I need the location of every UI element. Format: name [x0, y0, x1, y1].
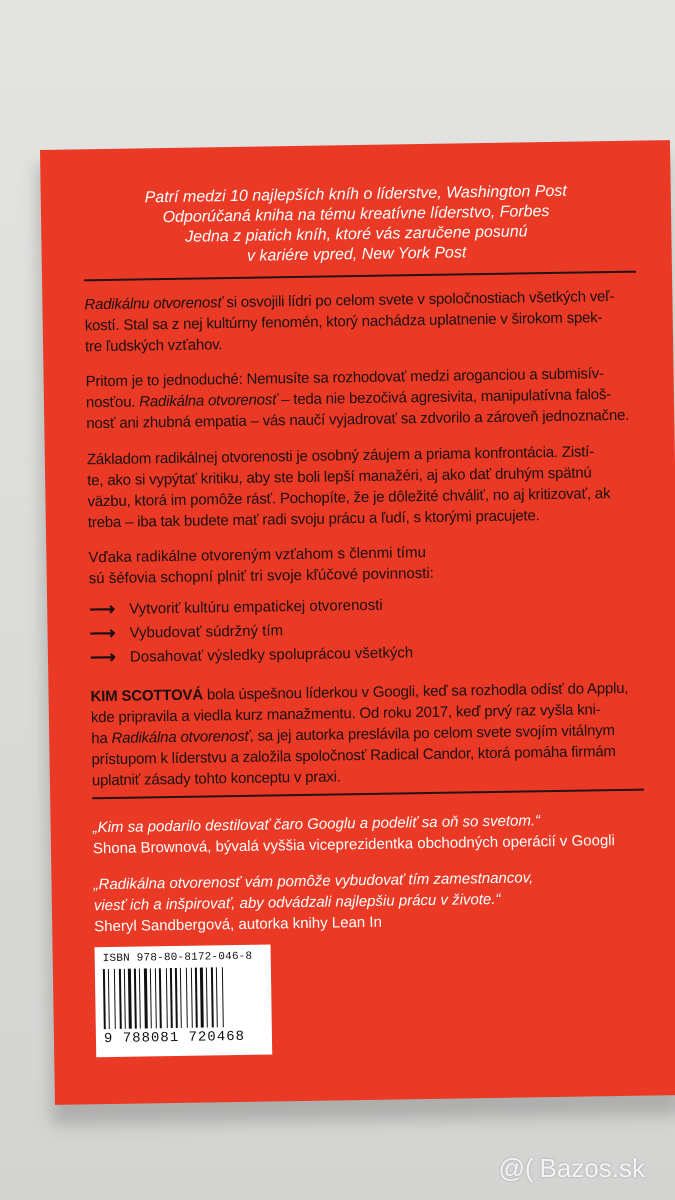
arrow-right-icon: ⟶ — [89, 622, 116, 643]
arrow-right-icon: ⟶ — [89, 598, 116, 619]
paragraph-basis: Základom radikálnej otvorenosti je osobný záujem a priama konfrontácia. Zistí- te, ako si vypýtať kritiku, aby ste boli lepší manažéri, aj ako dať druhým spätnú väzbu, ktorá im pomôže rásť. Pochopíte, že je dôležité chváliť, no aj kritizovať, ak treba – iba tak budete mať radi svoju prácu a ľudí, s ktorými pracujete. — [86, 443, 611, 532]
praise-line: Jedna z piatich kníh, ktoré vás zaručene posunú — [185, 223, 528, 246]
list-item: ⟶ Vybudovať súdržný tím — [89, 621, 284, 643]
quote-sandberg: „Radikálna otvorenosť vám pomôže vybudovať tím zamestnancov, viesť ich a inšpirovať, aby odvádzali najlepšiu prácu v živote.“ Sheryl Sandbergová, autorka knihy Lean In — [93, 869, 534, 936]
book-back-cover — [40, 140, 675, 1105]
list-item: ⟶ Vytvoriť kultúru empatickej otvorenosti — [89, 596, 383, 619]
author-bio: KIM SCOTTOVÁ bola úspešnou líderkou v Googli, keď sa rozhodla odísť do Applu, kde pripravila a viedla kurz manažmentu. Od roku 2017, keď prvý raz vyšla kni- ha Radikálna otvorenosť, sa jej autorka preslávila po celom svete svojím vitálnym prístupom k líderstvu a založila spoločnosť Radical Candor, ktorá pomáha firmám uplatniť zásady tohto konceptu v praxi. — [90, 679, 629, 790]
praise-header — [41, 180, 672, 270]
duties-list — [89, 589, 610, 669]
bazos-watermark: @( Bazos.sk — [498, 1153, 645, 1183]
paragraph-simple: Pritom je to jednoduché: Nemusíte sa rozhodovať medzi aroganciou a submisív- nosťou. Radikálna otvorenosť – teda nie bezočivá agresivita, manipulatívna faloš- nosť ani zhubná empatia – vás naučí vyjadrovať sa zdvorilo a zároveň jednoznačne. — [85, 365, 630, 433]
isbn-label: ISBN 978-80-8172-046-8 — [102, 950, 253, 966]
paragraph-intro: Radikálnu otvorenosť si osvojili lídri po celom svete v spoločnostiach všetkých veľ- kostí. Stal sa z nej kultúrny fenomén, ktorý nachádza uplatnenie v širokom spek- tre ľudských vzťahov. — [84, 288, 615, 356]
isbn-barcode — [95, 944, 273, 1057]
praise-line: v kariére vpred, New York Post — [246, 244, 467, 265]
praise-line: Patrí medzi 10 najlepších kníh o líderstve, Washington Post — [144, 182, 567, 207]
paragraph-duties: Vďaka radikálne otvoreným vzťahom s členmi tímu sú šéfovia schopní plniť tri svoje kľúčové povinnosti: — [88, 543, 435, 588]
divider-bottom — [92, 789, 644, 800]
list-item: ⟶ Dosahovať výsledky spoluprácou všetkých — [89, 643, 414, 667]
praise-line: Odporúčaná kniha na tému kreatívne líderstvo, Forbes — [162, 203, 550, 227]
barcode-bar — [224, 967, 226, 1027]
quote-brown: „Kim sa podarilo destilovať čaro Googlu a podeliť sa oň so svetom.“ Shona Brownová, bývalá vyššia viceprezidentka obchodných operácií v Googli — [92, 812, 616, 858]
bazos-logo-icon: @( — [498, 1153, 534, 1183]
barcode-digits: 9 788081 720468 — [103, 1028, 246, 1048]
arrow-right-icon: ⟶ — [89, 646, 116, 667]
barcode-bars — [103, 967, 264, 1030]
divider-top — [84, 271, 636, 282]
